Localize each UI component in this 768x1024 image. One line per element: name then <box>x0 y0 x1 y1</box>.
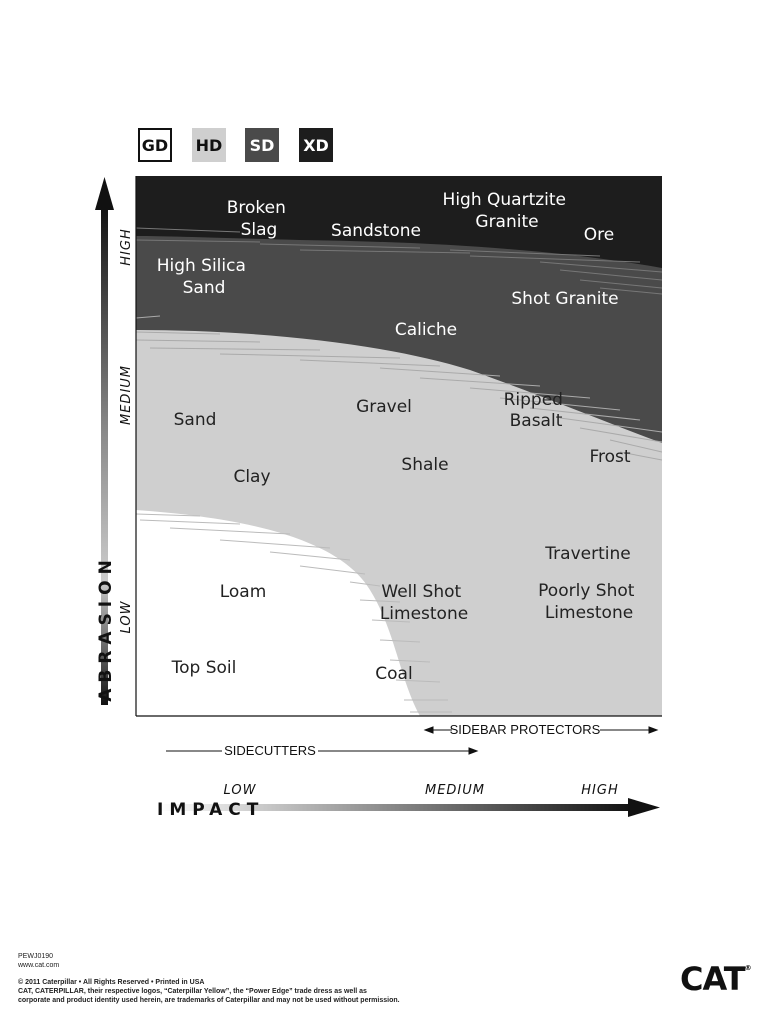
abrasion-level-medium: MEDIUM <box>119 364 134 426</box>
label-top-soil: Top Soil <box>171 658 237 678</box>
impact-level-high: HIGH <box>581 783 619 798</box>
label-caliche: Caliche <box>394 320 458 340</box>
footer <box>18 952 400 1005</box>
label-clay: Clay <box>233 467 271 487</box>
impact-level-low: LOW <box>223 783 257 798</box>
impact-level-medium: MEDIUM <box>424 783 486 798</box>
legend-sd: SD <box>245 128 279 162</box>
legend-hd: HD <box>192 128 226 162</box>
label-broken-slag: Broken Slag <box>226 198 286 240</box>
label-coal: Coal <box>375 664 413 684</box>
label-sandstone: Sandstone <box>331 221 421 241</box>
abrasion-axis-title: ABRASION <box>96 554 116 702</box>
label-shale: Shale <box>401 455 449 475</box>
cat-logo <box>680 960 751 998</box>
sidecutters-label: SIDECUTTERS <box>224 743 316 758</box>
sidecutters-range <box>166 748 477 754</box>
label-frost: Frost <box>589 447 631 467</box>
cat-logo-text: CAT <box>680 960 745 998</box>
label-sand: Sand <box>173 410 217 430</box>
label-ripped-basalt: Ripped Basalt <box>503 390 563 431</box>
legend-gd: GD <box>138 128 172 162</box>
abrasion-level-high: HIGH <box>119 228 134 266</box>
sidebar-protectors-label: SIDEBAR PROTECTORS <box>449 722 601 737</box>
impact-axis-title: IMPACT <box>157 800 265 820</box>
abrasion-arrow-head <box>95 177 114 210</box>
trademark-line-1: CAT, CATERPILLAR, their respective logos, “Caterpillar Yellow”, the “Power Edge” trade dress as well as <box>18 988 367 995</box>
abrasion-level-low: LOW <box>119 600 134 634</box>
label-loam: Loam <box>219 582 267 602</box>
copyright-text: © 2011 Caterpillar • All Rights Reserved • Printed in USA <box>18 979 205 986</box>
label-poorly-shot-limestone: Poorly Shot Limestone <box>538 581 635 623</box>
trademark-line-2: corporate and product identity used herein, are trademarks of Caterpillar and may not be used without permission. <box>18 997 400 1004</box>
registered-mark: ® <box>744 964 751 972</box>
label-gravel: Gravel <box>356 397 412 417</box>
website-url: www.cat.com <box>18 962 60 969</box>
label-shot-granite: Shot Granite <box>511 289 619 309</box>
document-code: PEWJ0190 <box>18 953 54 960</box>
label-ore: Ore <box>583 225 615 245</box>
label-travertine: Travertine <box>545 544 631 564</box>
legend-xd: XD <box>299 128 333 162</box>
label-high-silica-sand: High Silica Sand <box>156 256 246 298</box>
label-well-shot-limestone: Well Shot Limestone <box>379 582 469 624</box>
label-high-quartzite-granite: High Quartzite Granite <box>442 190 567 232</box>
impact-arrow-head <box>628 798 660 817</box>
